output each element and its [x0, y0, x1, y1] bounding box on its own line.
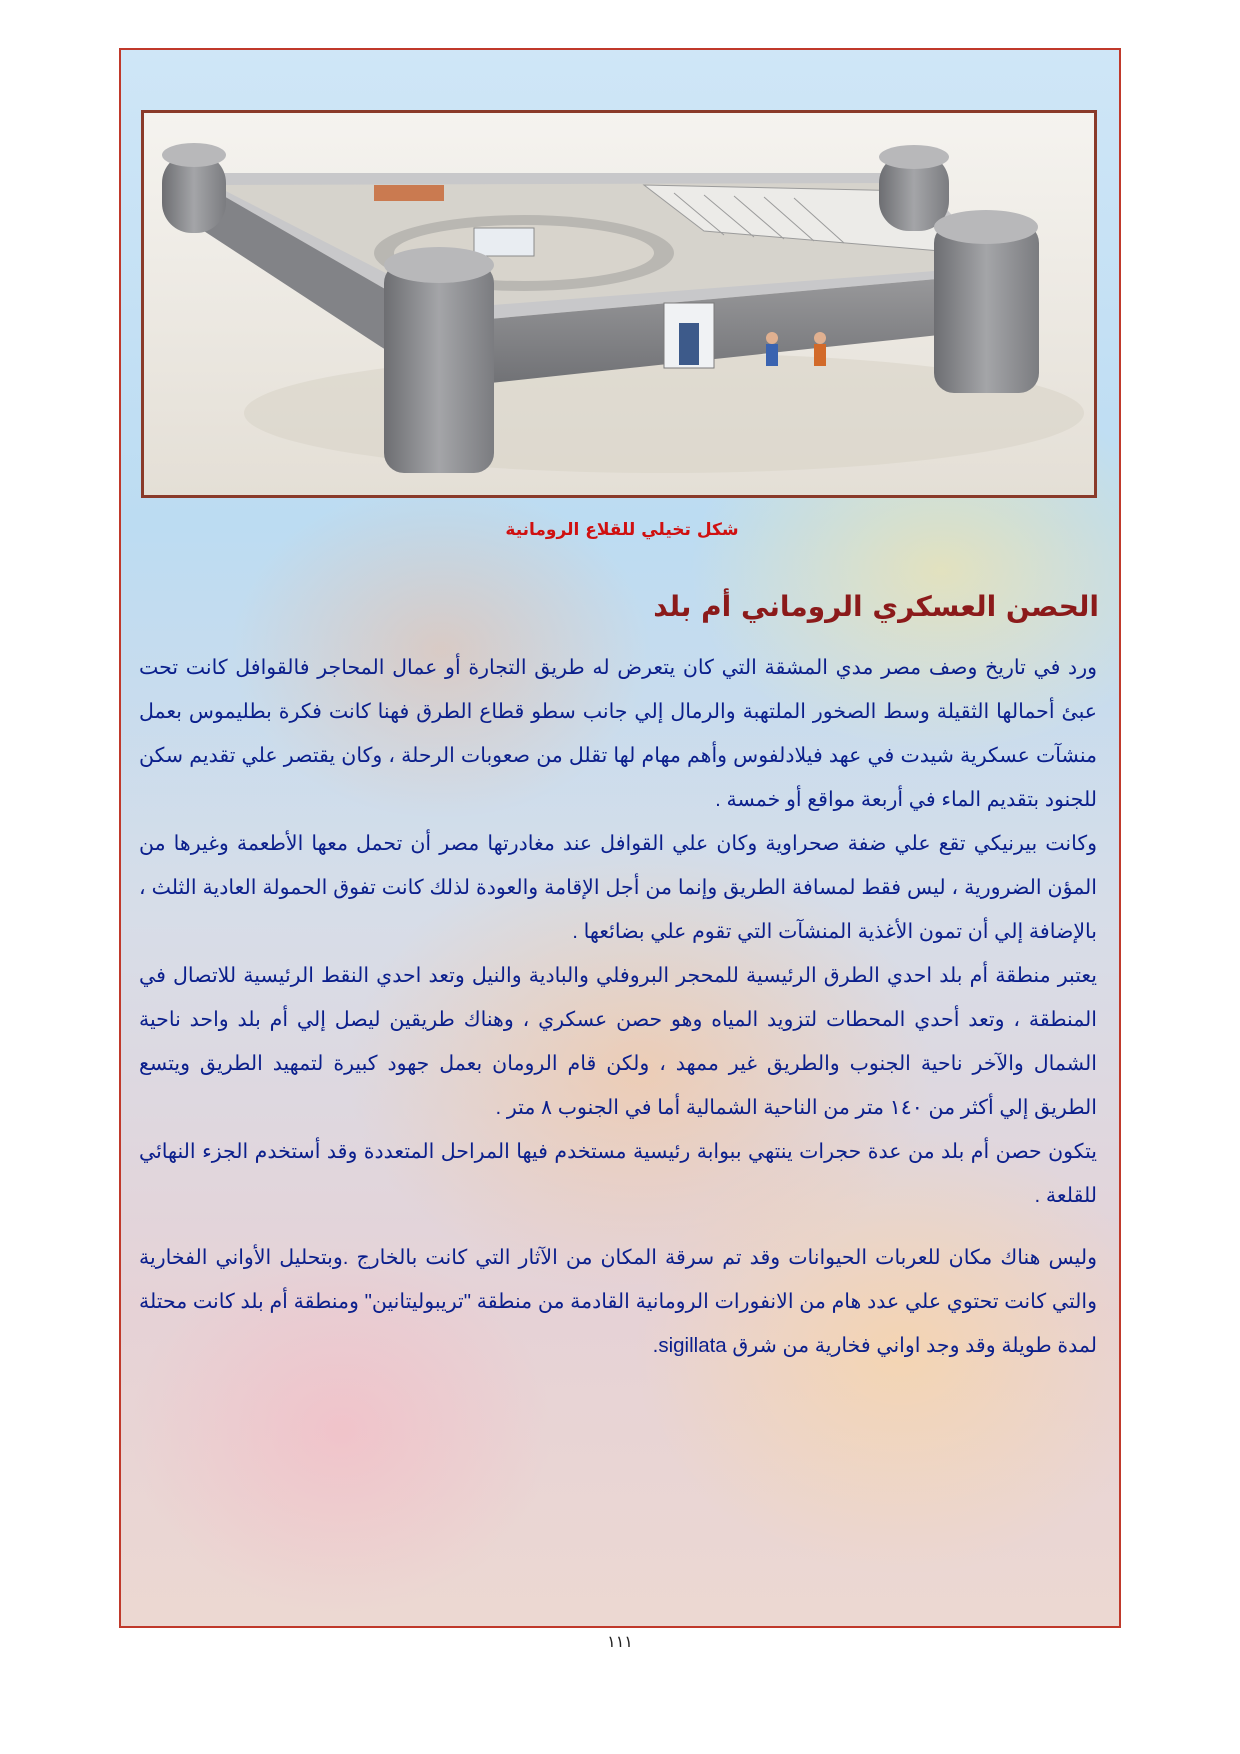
article-body — [139, 646, 1097, 1368]
paragraph-1: ورد في تاريخ وصف مصر مدي المشقة التي كان يتعرض له طريق التجارة أو عمال المحاجر فالقوافل كانت تحت عبئ أحمالها الثقيلة وسط الصخور الملتهبة والرمال إلي جانب سطو قطاع الطرق فهنا كانت فكرة بطليموس بعمل منشآت عسكرية شيدت في عهد فيلادلفوس وأهم مهام لها تقلل من صعوبات الرحلة ، وكان يقتصر علي تقديم سكن للجنود بتقديم الماء في أربعة مواقع أو خمسة . — [139, 656, 1097, 811]
page-frame — [119, 48, 1121, 1628]
article-title: الحصن العسكري الروماني أم بلد — [653, 590, 1099, 623]
page-number: ١١١ — [607, 1632, 633, 1651]
fort-drawing — [144, 113, 1094, 495]
paragraph-5: وليس هناك مكان للعربات الحيوانات وقد تم سرقة المكان من الآثار التي كانت بالخارج .وبتحليل الأواني الفخارية والتي كانت تحتوي علي عدد هام من الانفورات الرومانية القادمة من منطقة "تريبوليتانين" ومنطقة أم بلد كانت محتلة لمدة طويلة وقد وجد اواني فخارية من شرق sigillata. — [139, 1246, 1097, 1357]
paragraph-4: يتكون حصن أم بلد من عدة حجرات ينتهي ببوابة رئيسية مستخدم فيها المراحل المتعددة وقد أستخدم الجزء النهائي للقلعة . — [139, 1140, 1097, 1207]
roman-fort-illustration — [141, 110, 1097, 498]
paragraph-3: يعتبر منطقة أم بلد احدي الطرق الرئيسية للمحجر البروفلي والبادية والنيل وتعد احدي النقط الرئيسية للاتصال في المنطقة ، وتعد أحدي المحطات لتزويد المياه وهو حصن عسكري ، وهناك طريقين ليصل إلي أم بلد واحد ناحية الشمال والآخر ناحية الجنوب والطريق غير ممهد ، ولكن قام الرومان بعمل جهود كبيرة لتمهيد الطريق ويتسع الطريق إلي أكثر من ١٤٠ متر من الناحية الشمالية أما في الجنوب ٨ متر . — [139, 964, 1097, 1119]
paragraph-2: وكانت بيرنيكي تقع علي ضفة صحراوية وكان علي القوافل عند مغادرتها مصر أن تحمل معها الأطعمة وغيرها من المؤن الضرورية ، ليس فقط لمسافة الطريق وإنما من أجل الإقامة والعودة لذلك كانت تفوق الحمولة العادية الثلث ، بالإضافة إلي أن تمون الأغذية المنشآت التي تقوم علي بضائعها . — [139, 832, 1097, 943]
figure-caption: شكل تخيلي للقلاع الرومانية — [505, 520, 739, 540]
